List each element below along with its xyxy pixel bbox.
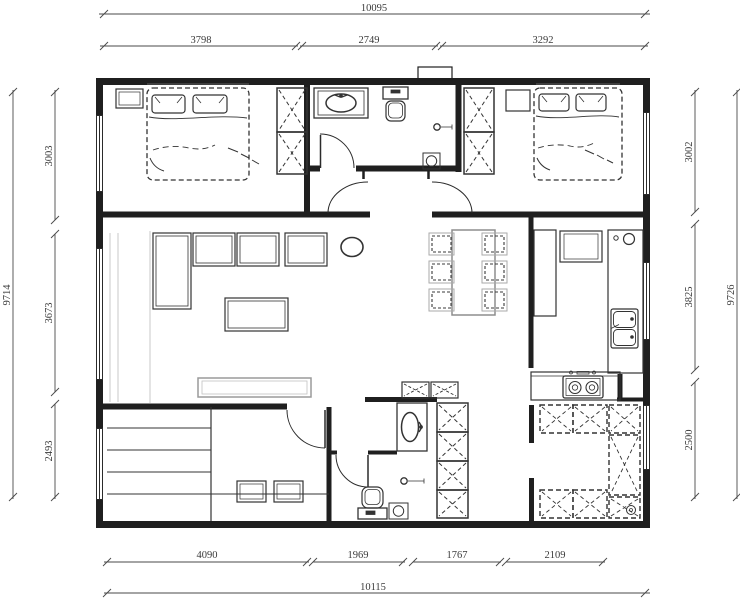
dim-top-total: 10095 (360, 3, 388, 14)
dim-right-seg-1: 3825 (684, 286, 695, 308)
dim-bottom-seg-1: 1969 (347, 550, 369, 561)
dim-top-seg-0: 3798 (190, 35, 212, 46)
shower-head (401, 478, 424, 484)
dining-area (429, 230, 507, 315)
kitchen-sink (611, 309, 638, 348)
tall-cabinet (534, 230, 556, 316)
fridge (560, 231, 602, 262)
dim-left-seg-0: 3003 (44, 145, 55, 167)
door-bathroom-top (320, 134, 354, 168)
balcony (540, 405, 640, 518)
pillow (539, 94, 569, 111)
window-right-balcony (643, 405, 650, 470)
small-fitting (614, 236, 618, 240)
dim-bottom-seg-3: 2109 (544, 550, 566, 561)
dim-right-total: 9726 (726, 284, 737, 306)
dim-right-seg-0: 3002 (684, 141, 695, 163)
shower-head (434, 124, 452, 130)
side-table (341, 238, 363, 257)
door-stair-room (287, 410, 325, 448)
kitchen (531, 230, 643, 400)
coffee-table (225, 298, 288, 331)
dim-left-seg-1: 3673 (44, 302, 55, 324)
counter-right (608, 230, 643, 373)
wardrobe (277, 88, 307, 174)
dim-top-seg-1: 2749 (358, 35, 380, 46)
bedroom-right (464, 88, 622, 180)
door-hall-right (432, 182, 472, 213)
curtain-lines (110, 231, 150, 403)
stair-room (107, 407, 329, 521)
pillow (193, 95, 227, 113)
balcony-cabinets (540, 405, 640, 518)
interior-walls (96, 85, 646, 521)
sink (314, 88, 368, 118)
double-bed (147, 88, 259, 180)
gas-stove (563, 371, 603, 398)
window-right-kitchen (643, 262, 650, 340)
window-left-stair-room (96, 428, 103, 500)
wardrobe (464, 88, 494, 174)
window-left-bedroom1 (96, 115, 103, 192)
bathroom-top (314, 87, 452, 169)
overhead-cabinets (402, 382, 458, 398)
nightstand (506, 90, 530, 111)
windows (96, 84, 650, 500)
dim-bottom-total: 10115 (360, 582, 386, 593)
window-right-bedroom2 (643, 112, 650, 195)
bedroom-left (116, 88, 307, 180)
dim-bottom-seg-2: 1767 (446, 550, 468, 561)
living-room (110, 231, 363, 403)
toilet (383, 87, 408, 121)
double-bed (534, 88, 622, 180)
round-fitting (624, 234, 635, 245)
sink (397, 403, 427, 451)
dim-bottom-seg-0: 4090 (196, 550, 218, 561)
door-hall-left (328, 182, 368, 213)
tv-cabinet (198, 378, 311, 397)
window-left-living (96, 248, 103, 380)
floor-drain (389, 503, 408, 519)
dim-left-total: 9714 (2, 284, 13, 306)
stair-treads (107, 428, 211, 472)
outer-walls (96, 67, 649, 528)
drain-fitting (627, 506, 636, 515)
toilet (358, 487, 387, 519)
pillow (576, 94, 606, 111)
stools (237, 481, 303, 502)
dining-table (452, 230, 495, 315)
door-bathroom-bottom (336, 455, 368, 487)
tall-wardrobe (437, 403, 468, 518)
pillow (152, 95, 185, 113)
dim-top-seg-2: 3292 (532, 35, 554, 46)
dim-right-seg-2: 2500 (684, 429, 695, 451)
dim-left-seg-2: 2493 (44, 440, 55, 462)
